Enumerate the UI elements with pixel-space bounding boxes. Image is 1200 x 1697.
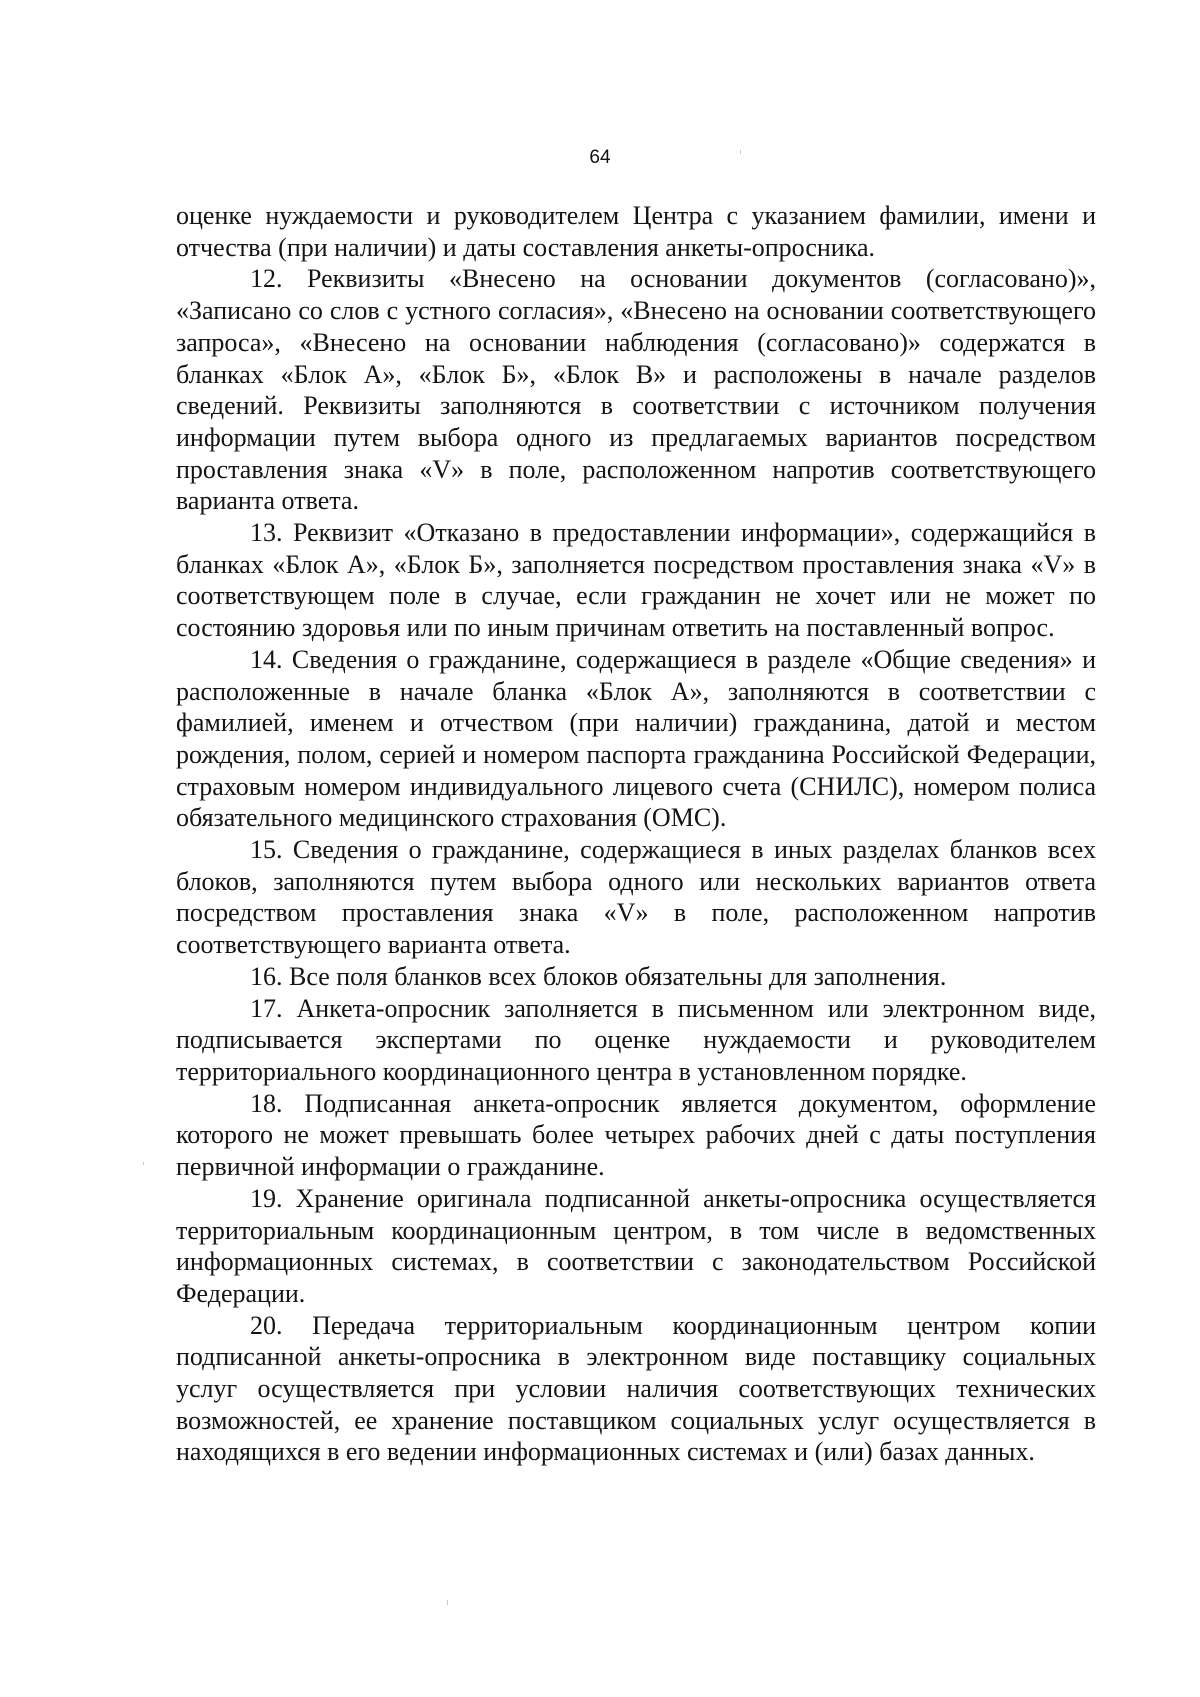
paragraph-15: 15. Сведения о гражданине, содержащиеся в иных разделах бланков всех блоков, заполняются путем выбора одного или нескольких вариантов ответа посредством проставления знака «V» в поле, расположенном напротив соответствующего варианта ответа. xyxy=(176,835,1096,960)
page-number: 64 xyxy=(589,147,611,168)
paragraph-19: 19. Хранение оригинала подписанной анкеты-опросника осуществляется территориальным координационным центром, в том числе в ведомственных информационных системах, в соответствии с законодательством Российской Федерации. xyxy=(176,1183,1096,1308)
paragraph-14: 14. Сведения о гражданине, содержащиеся в разделе «Общие сведения» и расположенные в начале бланка «Блок А», заполняются в соответствии с фамилией, именем и отчеством (при наличии) гражданина, датой и местом рождения, полом, серией и номером паспорта гражданина Российской Федерации, страховым номером индивидуального лицевого счета (СНИЛС), номером полиса обязательного медицинского страхования (ОМС). xyxy=(176,644,1096,833)
scan-speck xyxy=(143,1162,144,1165)
paragraph-continuation: оценке нуждаемости и руководителем Центра с указанием фамилии, имени и отчества (при наличии) и даты составления анкеты-опросника. xyxy=(176,201,1096,262)
scan-speck xyxy=(740,150,741,154)
paragraph-16: 16. Все поля бланков всех блоков обязательны для заполнения. xyxy=(250,961,947,991)
paragraph-18: 18. Подписанная анкета-опросник является документом, оформление которого не может превышать более четырех рабочих дней с даты поступления первичной информации о гражданине. xyxy=(176,1088,1096,1182)
paragraph-17: 17. Анкета-опросник заполняется в письменном или электронном виде, подписывается экспертами по оценке нуждаемости и руководителем территориального координационного центра в установленном порядке. xyxy=(176,993,1096,1086)
scan-speck xyxy=(447,1600,448,1605)
paragraph-13: 13. Реквизит «Отказано в предоставлении информации», содержащийся в бланках «Блок А», «Блок Б», заполняется посредством проставления знака «V» в соответствующем поле в случае, если гражданин не хочет или не может по состоянию здоровья или по иным причинам ответить на поставленный вопрос. xyxy=(176,518,1096,643)
paragraph-20: 20. Передача территориальным координационным центром копии подписанной анкеты-опросника в электронном виде поставщику социальных услуг осуществляется при условии наличия соответствующих технических возможностей, ее хранение поставщиком социальных услуг осуществляется в находящихся в его ведении информационных системах и (или) базах данных. xyxy=(176,1310,1096,1467)
paragraph-12: 12. Реквизиты «Внесено на основании документов (согласовано)», «Записано со слов с устного согласия», «Внесено на основании соответствующего запроса», «Внесено на основании наблюдения (согласовано)» содержатся в бланках «Блок А», «Блок Б», «Блок В» и расположены в начале разделов сведений. Реквизиты заполняются в соответствии с источником получения информации путем выбора одного из предлагаемых вариантов посредством проставления знака «V» в поле, расположенном напротив соответствующего варианта ответа. xyxy=(176,264,1096,516)
document-body xyxy=(176,200,1096,1468)
